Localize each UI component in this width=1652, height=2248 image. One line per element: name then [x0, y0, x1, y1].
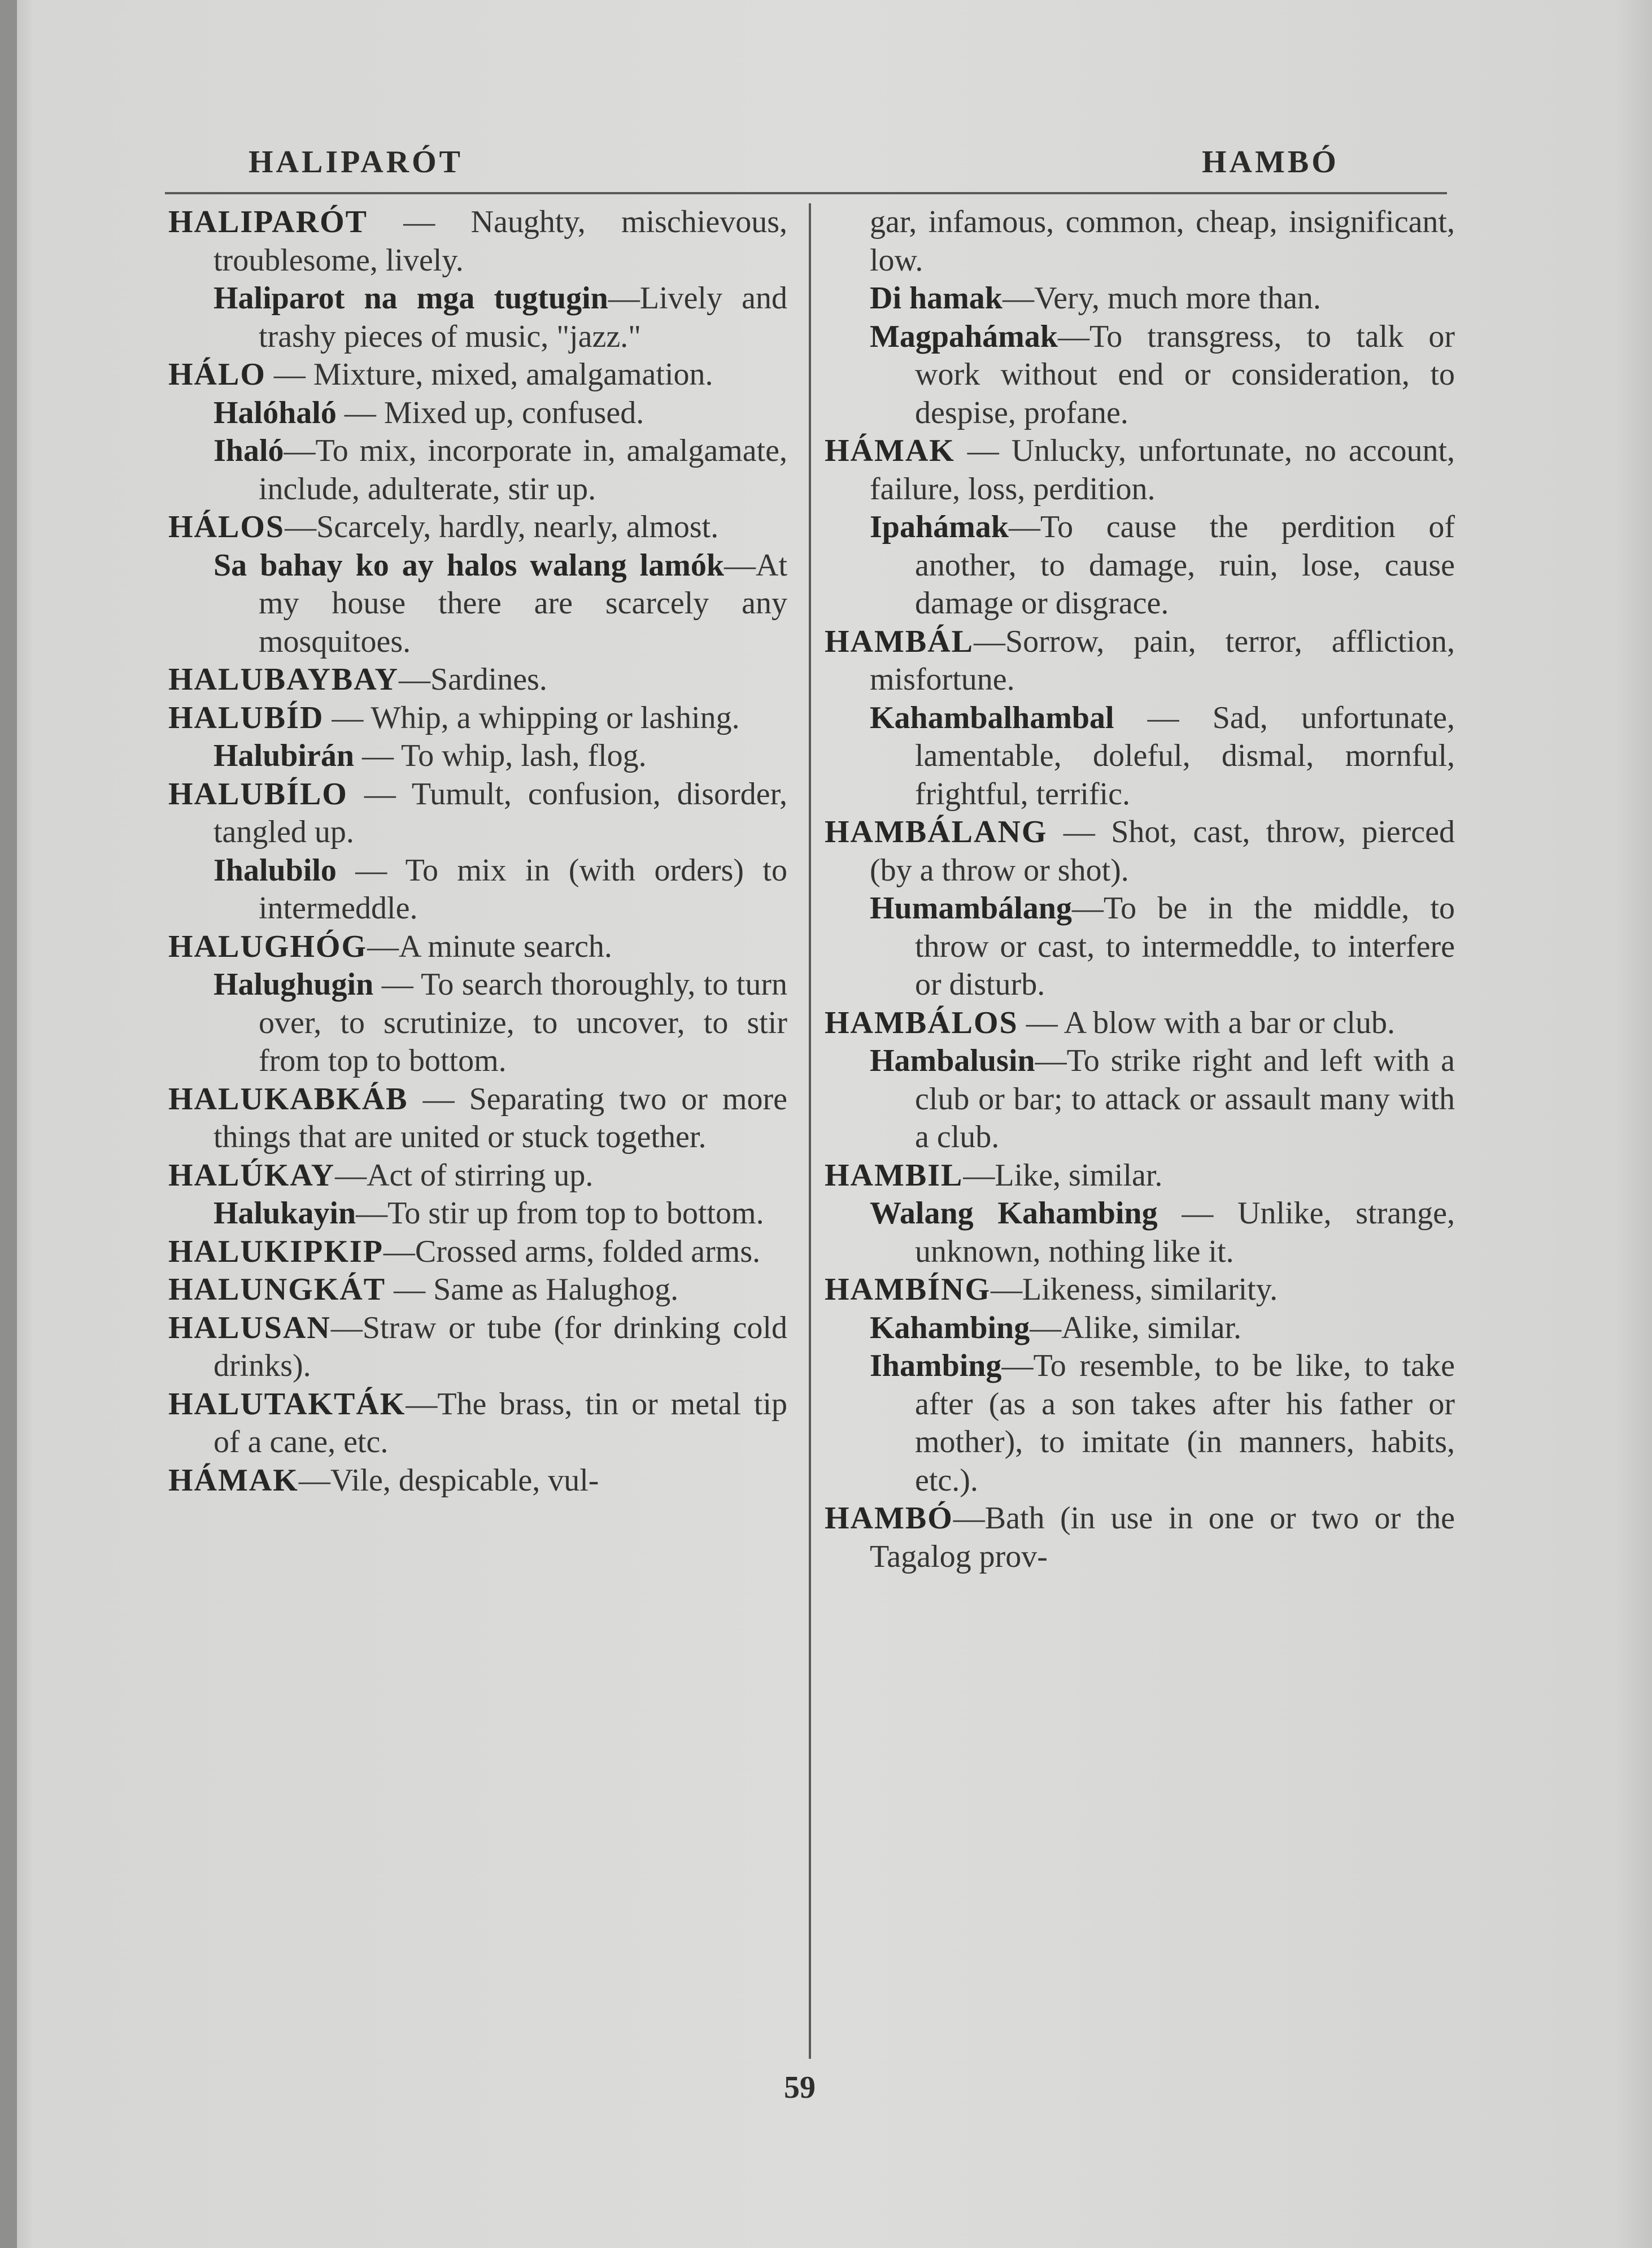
- definition: — Unlike, strange, unknown, nothing like it.: [915, 1196, 1455, 1269]
- headword: HALUBÍLO: [168, 776, 348, 812]
- entry-continuation: [825, 203, 1455, 280]
- sub-entry: [825, 508, 1455, 623]
- headword: HALUBAYBAY: [168, 662, 399, 697]
- sub-headword: Sa bahay ko ay halos walang lamók: [213, 547, 724, 583]
- sub-entry: [825, 280, 1455, 318]
- sub-entry: [825, 699, 1455, 814]
- sub-entry: [168, 394, 787, 433]
- definition: — Unlucky, unfortunate, no account, failure, loss, perdition.: [870, 433, 1455, 507]
- dictionary-entry: [168, 661, 787, 699]
- headword: HAMBÁLANG: [825, 814, 1048, 849]
- sub-headword: Ipahámak: [870, 509, 1009, 544]
- dictionary-entry: [168, 356, 787, 394]
- headword: HÁMAK: [825, 433, 955, 468]
- dictionary-entry: [168, 1386, 787, 1462]
- definition: —Bath (in use in one or two or the Tagalog prov-: [870, 1501, 1455, 1574]
- right-guide-word: HAMBÓ: [1202, 145, 1339, 180]
- dictionary-entry: [825, 1004, 1455, 1043]
- header-rule: [165, 192, 1447, 194]
- sub-entry: [825, 1309, 1455, 1348]
- definition: —Straw or tube (for drinking cold drinks).: [213, 1310, 787, 1383]
- dictionary-entry: [168, 1309, 787, 1386]
- headword: HALUTAKTÁK: [168, 1386, 406, 1422]
- definition: — Whip, a whipping or lashing.: [324, 700, 740, 735]
- headword: HAMBÁL: [825, 624, 974, 659]
- definition: —To resemble, to be like, to take after (as a son takes after his father or mother), to imitate (in manners, habits, etc.).: [915, 1348, 1455, 1498]
- sub-headword: Ihambing: [870, 1348, 1002, 1383]
- sub-entry: [168, 280, 787, 356]
- definition: —To stir up from top to bottom.: [356, 1196, 764, 1231]
- definition: — To whip, lash, flog.: [354, 738, 647, 773]
- definition: —The brass, tin or metal tip of a cane, etc.: [213, 1386, 787, 1460]
- definition: —To be in the middle, to throw or cast, to intermeddle, to interfere or disturb.: [915, 891, 1455, 1002]
- headword: HALIPARÓT: [168, 204, 368, 239]
- definition: —To transgress, to talk or work without end or consideration, to despise, profane.: [915, 319, 1455, 430]
- column-divider: [809, 203, 811, 2059]
- definition: —A minute search.: [367, 929, 612, 964]
- definition: — A blow with a bar or club.: [1018, 1005, 1395, 1040]
- definition: gar, infamous, common, cheap, insignificant, low.: [870, 204, 1455, 278]
- dictionary-entry: [168, 203, 787, 280]
- headword: HÁLOS: [168, 509, 285, 544]
- sub-entry: [825, 1195, 1455, 1271]
- definition: —Act of stirring up.: [335, 1157, 594, 1193]
- headword: HALUKABKÁB: [168, 1081, 408, 1117]
- sub-entry: [168, 547, 787, 661]
- page-binding-edge: [0, 0, 17, 2248]
- sub-entry: [825, 1042, 1455, 1157]
- sub-headword: Magpahámak: [870, 319, 1058, 354]
- sub-headword: Halukayin: [213, 1196, 356, 1231]
- definition: — Naughty, mischievous, troublesome, lively.: [213, 204, 787, 278]
- dictionary-entry: [168, 776, 787, 852]
- dictionary-entry: [168, 508, 787, 547]
- definition: — To search thoroughly, to turn over, to scrutinize, to uncover, to stir from top to bottom.: [259, 967, 787, 1078]
- definition: — Tumult, confusion, disorder, tangled up.: [213, 776, 787, 849]
- left-guide-word: HALIPARÓT: [249, 145, 463, 180]
- sub-entry: [168, 432, 787, 508]
- definition: —To strike right and left with a club or bar; to attack or assault many with a club.: [915, 1043, 1455, 1155]
- dictionary-entry: [825, 1500, 1455, 1576]
- definition: —To mix, incorporate in, amalgamate, include, adulterate, stir up.: [259, 433, 787, 507]
- dictionary-entry: [825, 813, 1455, 890]
- definition: —To cause the perdition of another, to damage, ruin, lose, cause damage or disgrace.: [915, 509, 1455, 621]
- definition: —Sardines.: [398, 662, 547, 697]
- headword: HALUBÍD: [168, 700, 324, 735]
- left-column: [168, 203, 787, 2062]
- page-number: 59: [784, 2070, 816, 2105]
- definition: — Shot, cast, throw, pierced (by a throw or shot).: [870, 814, 1455, 888]
- sub-headword: Ihaló: [213, 433, 284, 468]
- headword: HAMBIL: [825, 1157, 964, 1193]
- headword: HAMBÓ: [825, 1501, 953, 1536]
- definition: —Sorrow, pain, terror, affliction, misfortune.: [870, 624, 1455, 697]
- dictionary-entry: [168, 699, 787, 738]
- definition: — Same as Halughog.: [386, 1272, 679, 1307]
- definition: — Mixed up, confused.: [336, 395, 644, 430]
- sub-entry: [168, 966, 787, 1081]
- dictionary-entry: [168, 1462, 787, 1500]
- headword: HÁLO: [168, 357, 266, 392]
- headword: HAMBÍNG: [825, 1272, 991, 1307]
- sub-headword: Hambalusin: [870, 1043, 1035, 1078]
- headword: HALUNGKÁT: [168, 1272, 386, 1307]
- dictionary-entry: [825, 1157, 1455, 1195]
- sub-headword: Di hamak: [870, 281, 1002, 316]
- sub-headword: Kahambing: [870, 1310, 1030, 1345]
- sub-headword: Kahambalhambal: [870, 700, 1114, 735]
- dictionary-entry: [825, 1271, 1455, 1309]
- definition: — Sad, unfortunate, lamentable, doleful, dismal, mornful, frightful, terrific.: [915, 700, 1455, 812]
- sub-headword: Ihalubilo: [213, 852, 337, 888]
- sub-entry: [825, 1347, 1455, 1500]
- sub-headword: Walang Kahambing: [870, 1196, 1158, 1231]
- definition: — To mix in (with orders) to intermeddle.: [259, 852, 787, 926]
- definition: —Like, similar.: [963, 1157, 1163, 1193]
- sub-headword: Halughugin: [213, 967, 374, 1002]
- definition: —Alike, similar.: [1030, 1310, 1242, 1345]
- dictionary-entry: [168, 1157, 787, 1195]
- sub-headword: Humambálang: [870, 891, 1072, 926]
- dictionary-entry: [825, 623, 1455, 699]
- headword: HALUGHÓG: [168, 929, 368, 964]
- headword: HAMBÁLOS: [825, 1005, 1018, 1040]
- sub-headword: Halóhaló: [213, 395, 337, 430]
- sub-entry: [168, 852, 787, 928]
- dictionary-entry: [168, 1081, 787, 1157]
- headword: HÁMAK: [168, 1462, 299, 1498]
- dictionary-entry: [825, 432, 1455, 508]
- sub-entry: [825, 890, 1455, 1004]
- definition: — Mixture, mixed, amalgamation.: [265, 357, 713, 392]
- headword: HALÚKAY: [168, 1157, 335, 1193]
- definition: —Very, much more than.: [1002, 281, 1321, 316]
- definition: —Vile, despicable, vul-: [298, 1462, 599, 1498]
- dictionary-entry: [168, 1233, 787, 1271]
- dictionary-entry: [168, 1271, 787, 1309]
- definition: —Likeness, similarity.: [991, 1272, 1278, 1307]
- dictionary-entry: [168, 928, 787, 966]
- definition: — Separating two or more things that are united or stuck together.: [213, 1081, 787, 1155]
- right-column: [825, 203, 1455, 2062]
- definition: —At my house there are scarcely any mosquitoes.: [259, 547, 787, 659]
- headword: HALUKIPKIP: [168, 1234, 383, 1269]
- sub-headword: Haliparot na mga tugtugin: [213, 281, 608, 316]
- sub-entry: [825, 318, 1455, 433]
- definition: —Scarcely, hardly, nearly, almost.: [285, 509, 719, 544]
- sub-entry: [168, 1195, 787, 1233]
- definition: —Lively and trashy pieces of music, "jazz.": [259, 281, 787, 354]
- definition: —Crossed arms, folded arms.: [383, 1234, 761, 1269]
- sub-entry: [168, 737, 787, 776]
- sub-headword: Halubirán: [213, 738, 354, 773]
- headword: HALUSAN: [168, 1310, 331, 1345]
